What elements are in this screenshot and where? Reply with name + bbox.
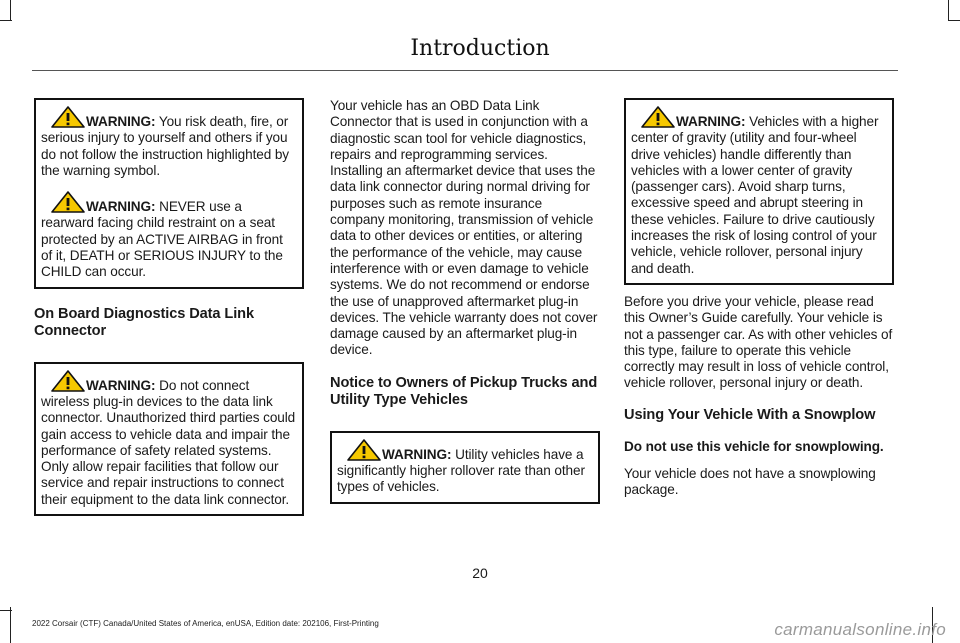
crop-mark <box>948 20 960 21</box>
warning-label: WARNING: <box>86 199 156 215</box>
warning-box <box>624 98 894 285</box>
section-heading: Notice to Owners of Pickup Trucks and Utility Type Vehicles <box>330 374 598 408</box>
crop-mark <box>948 0 949 20</box>
section-heading: On Board Diagnostics Data Link Connector <box>34 305 254 339</box>
warning-paragraph <box>631 106 887 277</box>
header-divider <box>32 70 898 71</box>
warning-paragraph <box>41 370 297 508</box>
warning-triangle-icon <box>51 370 85 392</box>
warning-text: You risk death, fire, or serious injury to yourself and others if you do not follow the instruction highlighted by the warning symbol. <box>41 114 290 178</box>
warning-label: WARNING: <box>86 377 156 393</box>
warning-box <box>330 431 600 504</box>
column-2 <box>330 98 600 504</box>
column-1 <box>34 98 304 516</box>
warning-text: NEVER use a rearward facing child restraint on a seat protected by an ACTIVE AIRBAG in front of it, DEATH or SERIOUS INJURY to the CHILD can occur. <box>41 199 283 280</box>
warning-label: WARNING: <box>382 446 452 462</box>
footer-text: 2022 Corsair (CTF) Canada/United States of America, enUSA, Edition date: 202106, First-Printing <box>32 619 379 628</box>
warning-text: Do not connect wireless plug-in devices to the data link connector. Unauthorized third parties could gain access to vehicle data and impair the performance of safety related systems. Only allow repair facilities that follow our service and repair instructions to connect their equipment to the data link connector. <box>41 377 296 507</box>
watermark: carmanualsonline.info <box>774 620 946 639</box>
crop-mark <box>10 607 11 643</box>
column-3 <box>624 98 894 510</box>
page-title: Introduction <box>410 36 550 61</box>
warning-triangle-icon <box>347 439 381 461</box>
section-heading: Using Your Vehicle With a Snowplow <box>624 406 876 423</box>
warning-paragraph <box>337 439 593 496</box>
warning-label: WARNING: <box>676 114 746 129</box>
warning-triangle-icon <box>51 106 85 128</box>
warning-paragraph <box>41 106 297 179</box>
warning-text: Vehicles with a higher center of gravity (utility and four-wheel drive vehicles) handle differently than vehicles with a lower center of gravity (passenger cars). Avoid sharp turns, excessive speed and abrupt steering in these vehicles. Failure to drive cautiously increases the risk of losing control of your vehicle, vehicle rollover, personal injury and death. <box>631 114 879 276</box>
warning-label: WARNING: <box>86 114 156 129</box>
snowplow-warning-text: Do not use this vehicle for snowplowing. <box>624 438 884 454</box>
crop-mark <box>10 0 11 20</box>
warning-box <box>34 362 304 516</box>
warning-triangle-icon <box>51 191 85 213</box>
warning-paragraph <box>41 191 297 280</box>
obd-paragraph: Your vehicle has an OBD Data Link Connector that is used in conjunction with a diagnostic scan tool for vehicle diagnostics, repairs and reprogramming services. Installing an aftermarket device that uses the data link connector during normal driving for purposes such as remote insurance company monitoring, transmission of vehicle data to other devices or entities, or altering the performance of the vehicle, may cause interference with or even damage to vehicle systems. We do not recommend or endorse the use of unapproved aftermarket plug-in devices. The vehicle warranty does not cover damage caused by an aftermarket plug-in device. <box>330 98 598 358</box>
page-number: 20 <box>472 565 488 581</box>
snowplow-paragraph: Your vehicle does not have a snowplowing package. <box>624 466 876 498</box>
crop-mark <box>0 20 12 21</box>
owners-guide-paragraph: Before you drive your vehicle, please read this Owner’s Guide carefully. Your vehicle is not a passenger car. As with other vehicles of this type, failure to operate this vehicle correctly may result in loss of vehicle control, vehicle rollover, personal injury or death. <box>624 293 893 391</box>
warning-box <box>34 98 304 289</box>
warning-triangle-icon <box>641 106 675 128</box>
crop-mark <box>0 610 12 611</box>
warning-text: Utility vehicles have a significantly higher rollover rate than other types of vehicles. <box>337 446 585 495</box>
